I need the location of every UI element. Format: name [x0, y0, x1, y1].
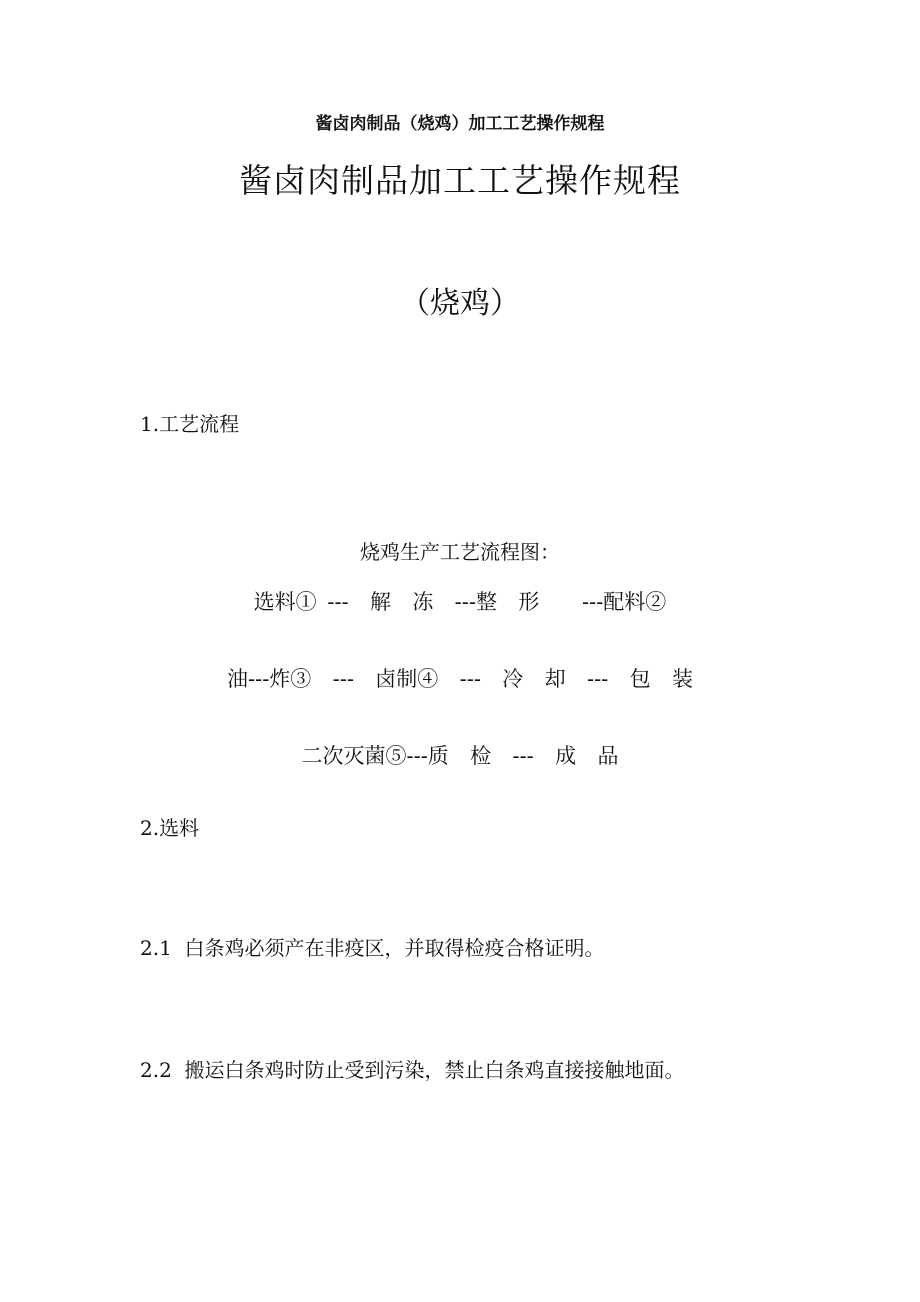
- paragraph: 2.2 搬运白条鸡时防止受到污染，禁止白条鸡直接接触地面。: [140, 1058, 685, 1082]
- flow-chart-caption: 烧鸡生产工艺流程图：: [360, 540, 560, 564]
- running-header: 酱卤肉制品（烧鸡）加工工艺操作规程: [315, 114, 605, 134]
- flow-line: 选料① --- 解 冻 ---整 形 ---配料②: [253, 590, 667, 614]
- document-title: 酱卤肉制品加工工艺操作规程: [239, 161, 681, 200]
- flow-line: 油---炸③ --- 卤制④ --- 冷 却 --- 包 装: [227, 667, 693, 691]
- flow-line: 二次灭菌⑤---质 检 --- 成 品: [301, 744, 619, 768]
- document-subtitle: （烧鸡）: [400, 286, 520, 321]
- section-heading-process-flow: 1.工艺流程: [140, 412, 240, 436]
- section-heading-material-selection: 2.选料: [140, 816, 200, 840]
- paragraph: 2.1 白条鸡必须产在非疫区，并取得检疫合格证明。: [140, 936, 605, 960]
